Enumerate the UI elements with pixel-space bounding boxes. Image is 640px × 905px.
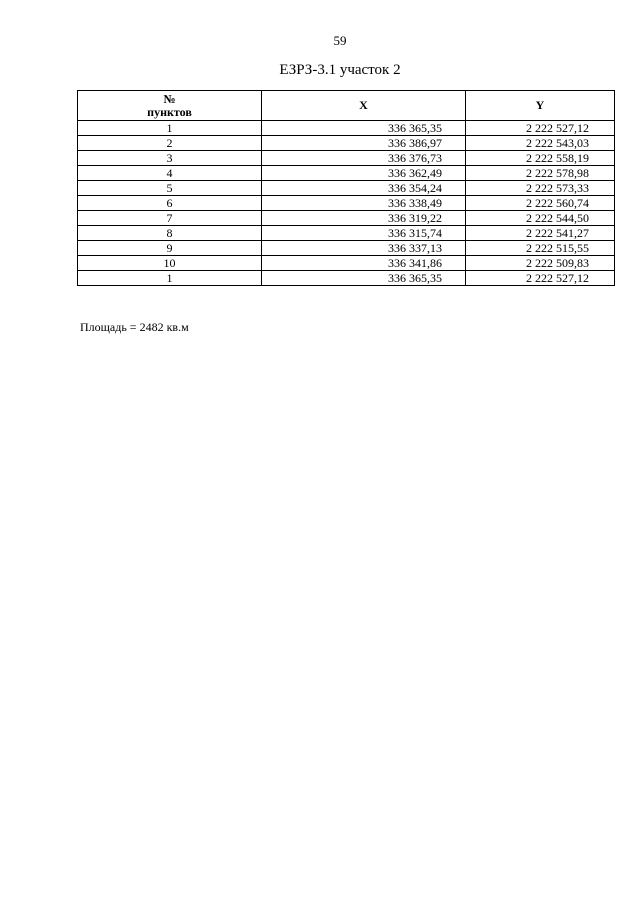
cell-y: 2 222 573,33 xyxy=(466,181,615,196)
table-row xyxy=(78,241,615,256)
table-row xyxy=(78,271,615,286)
cell-point-number: 5 xyxy=(78,181,262,196)
cell-y: 2 222 543,03 xyxy=(466,136,615,151)
table-row xyxy=(78,136,615,151)
cell-x: 336 341,86 xyxy=(262,256,466,271)
cell-x: 336 337,13 xyxy=(262,241,466,256)
cell-x: 336 376,73 xyxy=(262,151,466,166)
table-row xyxy=(78,211,615,226)
cell-x: 336 386,97 xyxy=(262,136,466,151)
table-row xyxy=(78,151,615,166)
table-row xyxy=(78,166,615,181)
cell-point-number: 8 xyxy=(78,226,262,241)
document-title: ЕЗРЗ-3.1 участок 2 xyxy=(279,62,401,78)
header-point-number xyxy=(78,91,262,121)
table-row xyxy=(78,256,615,271)
header-x: X xyxy=(262,91,466,121)
table-row xyxy=(78,196,615,211)
cell-point-number: 6 xyxy=(78,196,262,211)
cell-x: 336 319,22 xyxy=(262,211,466,226)
cell-y: 2 222 544,50 xyxy=(466,211,615,226)
header-number-sign: № xyxy=(163,91,176,106)
cell-x: 336 365,35 xyxy=(262,271,466,286)
table-header-row xyxy=(78,91,615,121)
cell-y: 2 222 560,74 xyxy=(466,196,615,211)
cell-y: 2 222 578,98 xyxy=(466,166,615,181)
cell-x: 336 338,49 xyxy=(262,196,466,211)
table-row xyxy=(78,181,615,196)
area-text: Площадь = 2482 кв.м xyxy=(80,320,189,334)
cell-y: 2 222 527,12 xyxy=(466,121,615,136)
cell-point-number: 1 xyxy=(78,121,262,136)
header-points-label: пунктов xyxy=(147,104,192,119)
cell-x: 336 354,24 xyxy=(262,181,466,196)
table-row xyxy=(78,121,615,136)
cell-y: 2 222 527,12 xyxy=(466,271,615,286)
cell-x: 336 365,35 xyxy=(262,121,466,136)
cell-y: 2 222 515,55 xyxy=(466,241,615,256)
cell-y: 2 222 558,19 xyxy=(466,151,615,166)
cell-x: 336 362,49 xyxy=(262,166,466,181)
cell-y: 2 222 541,27 xyxy=(466,226,615,241)
cell-x: 336 315,74 xyxy=(262,226,466,241)
header-y: Y xyxy=(466,91,615,121)
table-row xyxy=(78,226,615,241)
cell-point-number: 3 xyxy=(78,151,262,166)
cell-point-number: 2 xyxy=(78,136,262,151)
cell-point-number: 4 xyxy=(78,166,262,181)
cell-point-number: 9 xyxy=(78,241,262,256)
cell-y: 2 222 509,83 xyxy=(466,256,615,271)
coordinates-table xyxy=(77,90,615,286)
page-number: 59 xyxy=(333,33,347,48)
cell-point-number: 10 xyxy=(78,256,262,271)
cell-point-number: 7 xyxy=(78,211,262,226)
cell-point-number: 1 xyxy=(78,271,262,286)
